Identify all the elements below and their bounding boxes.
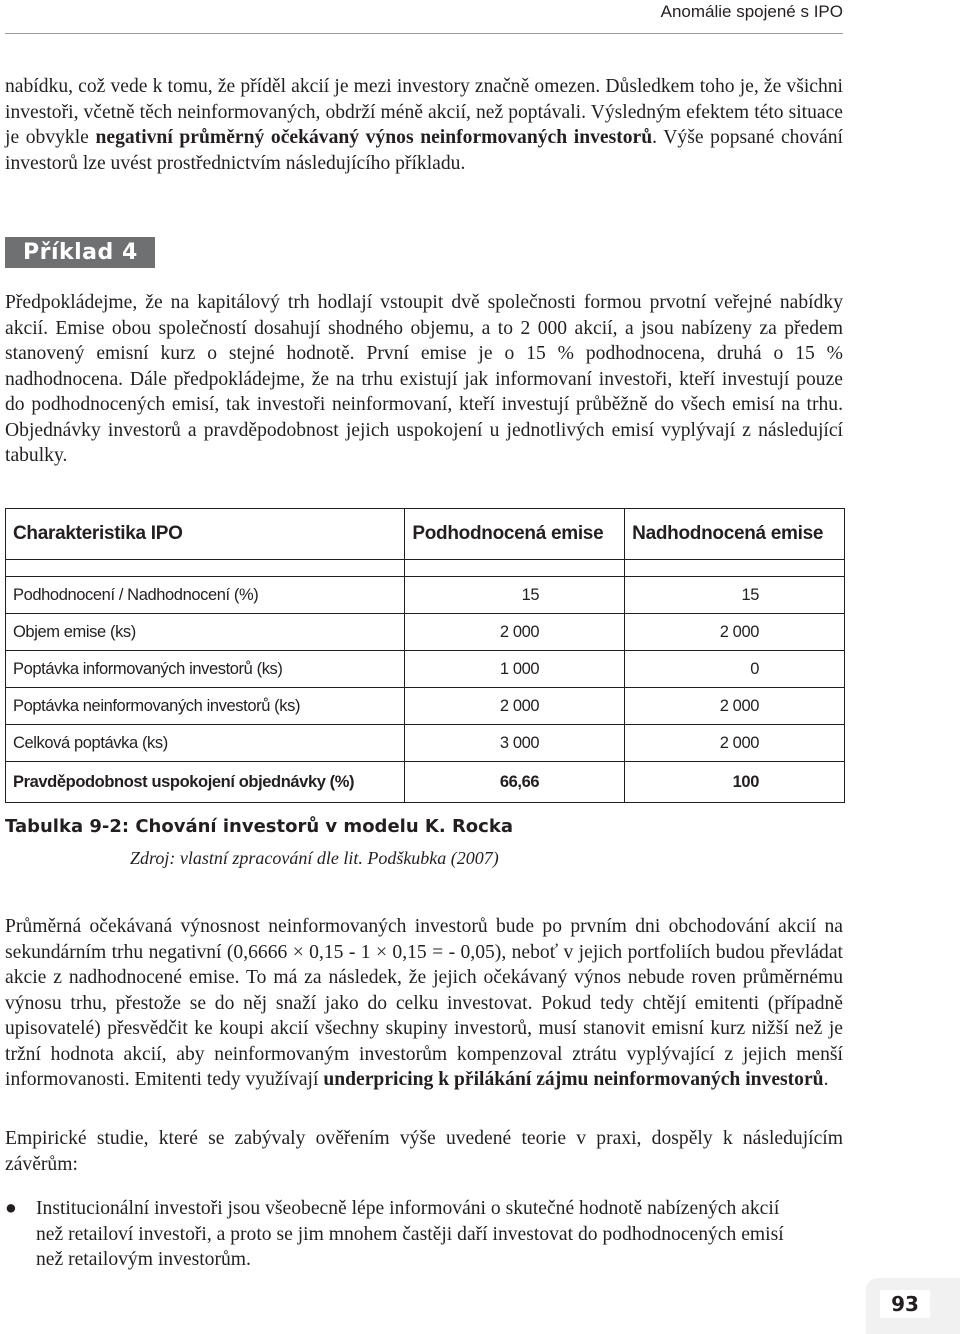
conclusion-text-end: . — [823, 1069, 829, 1090]
table-row — [6, 577, 845, 614]
example-paragraph: Předpokládejme, že na kapitálový trh hodlají vstoupit dvě společnosti formou prvotní veřejné nabídky akcií. Emise obou společností dosahují shodného objemu, a to 2 000 akcií, a jsou nabízeny za předem stanovený emisní kurz o stejné hodnotě. První emise je o 15 % podhodnocena, druhá o 15 % nadhodnocena. Dále předpokládejme, že na trhu existují jak informovaní investoři, kteří investují pouze do podhodnocených emisí, tak investoři neinformovaní, kteří investují průběžně do všech emisí na trhu. Objednávky investorů a pravděpodobnost jejich uspokojení u jednotlivých emisí vyplývají z následující tabulky. — [5, 292, 843, 466]
table-cell: Celková poptávka (ks) — [6, 725, 405, 762]
table-row — [6, 651, 845, 688]
table-cell: Poptávka neinformovaných investorů (ks) — [6, 688, 405, 725]
table-header-row — [6, 509, 845, 560]
intro-text-end: . Výše popsané chování investorů lze uvést prostřednictvím následujícího příkladu. — [5, 127, 843, 174]
conclusion-paragraph — [5, 914, 843, 1093]
conclusion-bold-text: underpricing k přilákání zájmu neinformovaných investorů — [323, 1069, 824, 1090]
table-row — [6, 614, 845, 651]
table-cell: 2 000 — [625, 725, 845, 762]
table-cell: Poptávka informovaných investorů (ks) — [6, 651, 405, 688]
table-row — [6, 688, 845, 725]
table-cell: 0 — [625, 651, 845, 688]
table-header-cell: Charakteristika IPO — [6, 509, 405, 560]
table-cell: Podhodnocení / Nadhodnocení (%) — [6, 577, 405, 614]
table-header-cell: Nadhodnocená emise — [625, 509, 845, 560]
bullet-item — [5, 1196, 843, 1273]
intro-paragraph — [5, 74, 843, 176]
table-cell: 3 000 — [405, 725, 625, 762]
conclusion-text-start: Průměrná očekávaná výnosnost neinformovaných investorů bude po prvním dni obchodování akcií na sekundárním trhu negativní (0,6666 × 0,15 - 1 × 0,15 = - 0,05), neboť v jejich portfoliích budou převládat akcie z nadhodnocené emise. To má za následek, že jejich očekávaný výnos nebude roven průměrnému výnosu trhu, přestože se do něj snaží jako do celku investovat. Pokud tedy chtějí emitenti (případně upisovatelé) přesvědčit ke koupi akcií všechny skupiny investorů, musí stanovit emisní kurz nižší než je tržní hodnota akcií, aby neinformovaným investorům kompenzoval ztrátu vyplývající z jejich menší informovanosti. Emitenti tedy využívají — [5, 916, 843, 1090]
table-row — [6, 725, 845, 762]
running-title: Anomálie spojené s IPO — [660, 2, 843, 21]
bullet-text: Institucionální investoři jsou všeobecně lépe informováni o skutečné hodnotě nabízených akcií než retailoví investoři, a proto se jim mnohem častěji daří investovat do podhodnocených emisí než retailovým investorům. — [36, 1198, 784, 1270]
table-cell: 100 — [625, 762, 845, 803]
table-cell: 66,66 — [405, 762, 625, 803]
bullet-dot-icon: ● — [5, 1198, 17, 1219]
empirical-paragraph: Empirické studie, které se zabývaly ověřením výše uvedené teorie v praxi, dospěly k následujícím závěrům: — [5, 1128, 843, 1175]
header-rule — [5, 33, 843, 34]
table-caption: Tabulka 9-2: Chování investorů v modelu K. Rocka — [5, 816, 513, 837]
table-source: Zdroj: vlastní zpracování dle lit. Podškubka (2007) — [130, 848, 499, 868]
intro-bold-text: negativní průměrný očekávaný výnos neinformovaných investorů — [95, 127, 653, 148]
table-total-row — [6, 762, 845, 803]
table-header-cell: Podhodnocená emise — [405, 509, 625, 560]
table-cell: 2 000 — [405, 614, 625, 651]
table-cell: Pravděpodobnost uspokojení objednávky (%) — [6, 762, 405, 803]
ipo-table — [5, 508, 845, 803]
table-cell: 15 — [405, 577, 625, 614]
intro-text-start: nabídku, což vede k tomu, že příděl akcií je mezi investory značně omezen. Důsledkem toho je, že všichni investoři, včetně těch neinformovaných, obdrží méně akcií, než poptávali. Výsledným efektem této situace je obvykle — [5, 76, 843, 148]
page-number: 93 — [880, 1290, 930, 1318]
table-spacer-row — [6, 560, 845, 577]
table-cell: 15 — [625, 577, 845, 614]
example-label: Příklad 4 — [5, 237, 155, 268]
table-cell: 2 000 — [625, 688, 845, 725]
table-cell: 1 000 — [405, 651, 625, 688]
table-cell: 2 000 — [405, 688, 625, 725]
table-cell: 2 000 — [625, 614, 845, 651]
table-cell: Objem emise (ks) — [6, 614, 405, 651]
